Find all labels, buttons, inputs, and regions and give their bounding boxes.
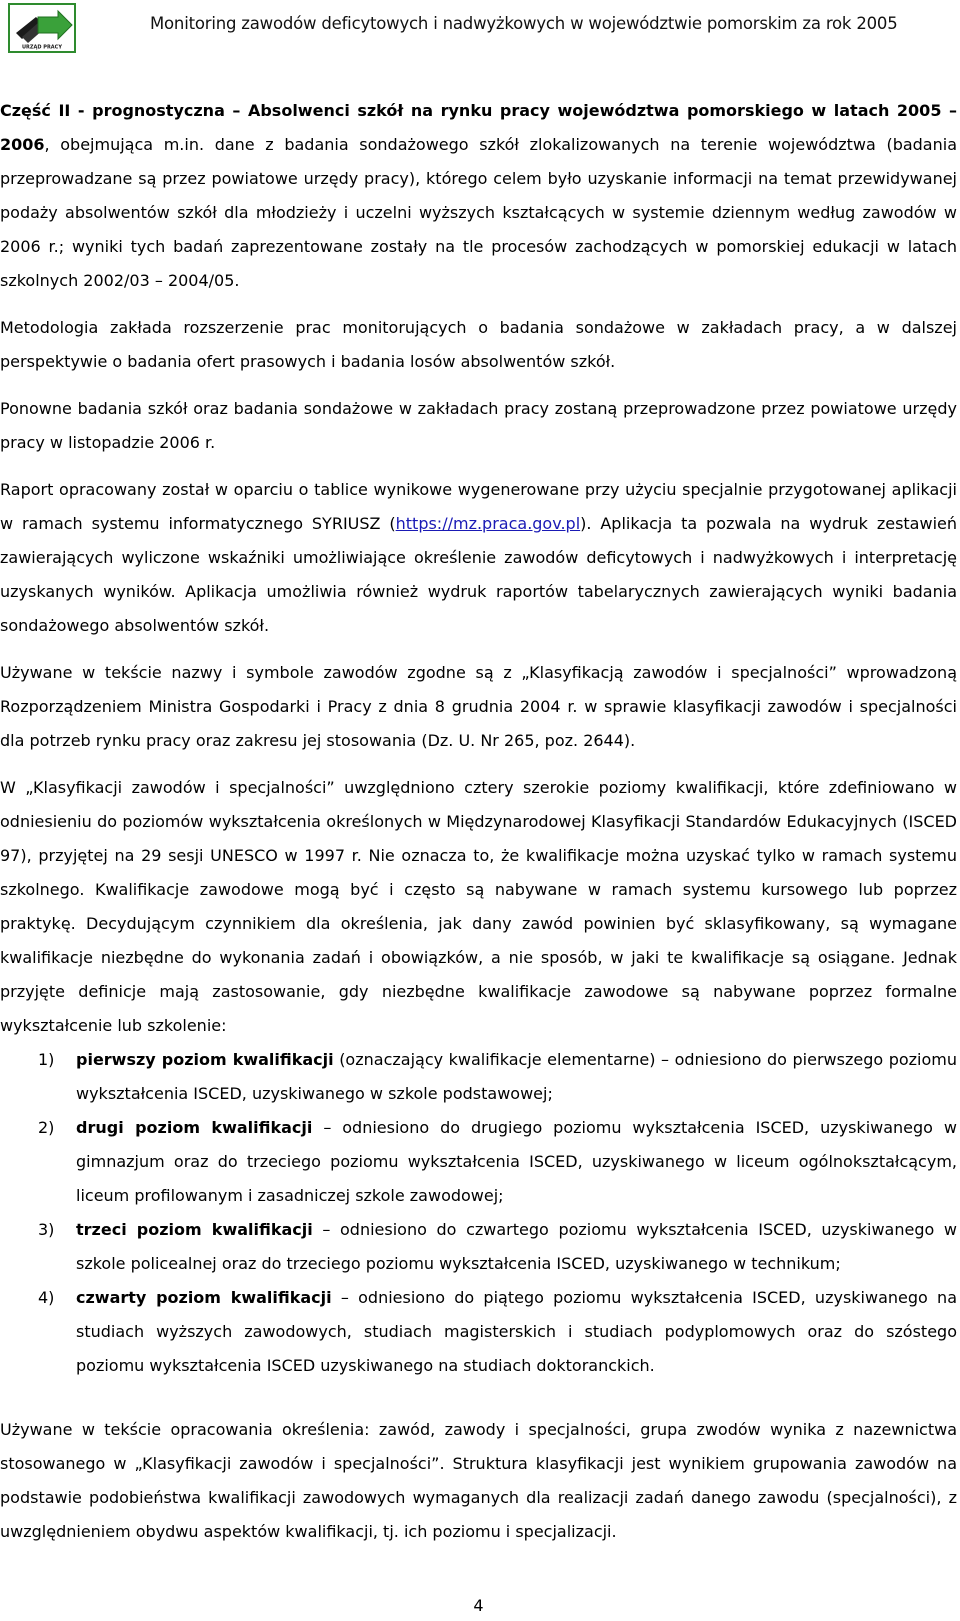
list-item-text: (oznaczający kwalifikacje elementarne) – odniesiono do pierwszego poziomu wykształcenia ISCED, uzyskiwanego w szkole podstawowej; — [76, 1050, 957, 1103]
list-item-title: pierwszy poziom kwalifikacji — [76, 1050, 334, 1069]
paragraph-text: Raport opracowany został w oparciu o tablice wynikowe wygenerowane przy użyciu specjalnie przygotowanej aplikacji w ramach systemu informatycznego SYRIUSZ ( — [0, 480, 957, 533]
list-item — [0, 1281, 957, 1383]
section-title: Część II - prognostyczna – Absolwenci szkół na rynku pracy województwa pomorskiego w latach 2005 – 2006 — [0, 101, 957, 154]
list-number: 3) — [38, 1220, 55, 1239]
paragraph-repeat-survey: Ponowne badania szkół oraz badania sondażowe w zakładach pracy zostaną przeprowadzone przez powiatowe urzędy pracy w listopadzie 2006 r. — [0, 399, 957, 452]
paragraph-terminology: Używane w tekście opracowania określenia: zawód, zawody i specjalności, grupa zwodów wynika z nazewnictwa stosowanego w „Klasyfikacji zawodów i specjalności”. Struktura klasyfikacji jest wynikiem grupowania zawodów na podstawie podobieństwa kwalifikacji zawodowych wymaganych dla realizacji zadań danego zawodu (specjalności), z uwzględnieniem obydwu aspektów kwalifikacji, tj. ich poziomu i specjalizacji. — [0, 1420, 957, 1541]
svg-text:URZĄD PRACY: URZĄD PRACY — [22, 44, 62, 51]
list-item-text: – odniesiono do czwartego poziomu wykształcenia ISCED, uzyskiwanego w szkole policealnej oraz do trzeciego poziomu wykształcenia ISCED, uzyskiwanego w technikum; — [76, 1220, 958, 1273]
list-item-title: czwarty poziom kwalifikacji — [76, 1288, 332, 1307]
qualification-levels-list — [0, 1043, 957, 1383]
list-item — [0, 1213, 957, 1281]
list-item-text: – odniesiono do drugiego poziomu wykształcenia ISCED, uzyskiwanego w gimnazjum oraz do trzeciego poziomu wykształcenia ISCED, uzyskiwanego w liceum ogólnokształcącym, liceum profilowanym i zasadniczej szkole zawodowej; — [76, 1118, 957, 1205]
list-item — [0, 1043, 957, 1111]
list-item-title: drugi poziom kwalifikacji — [76, 1118, 313, 1137]
document-body — [0, 94, 957, 1562]
paragraph-classification-names: Używane w tekście nazwy i symbole zawodów zgodne są z „Klasyfikacją zawodów i specjalności” wprowadzoną Rozporządzeniem Ministra Gospodarki i Pracy z dnia 8 grudnia 2004 r. w sprawie klasyfikacji zawodów i specjalności dla potrzeb rynku pracy oraz zakresu jej stosowania (Dz. U. Nr 265, poz. 2644). — [0, 663, 957, 750]
list-number: 2) — [38, 1118, 55, 1137]
list-item-title: trzeci poziom kwalifikacji — [76, 1220, 313, 1239]
paragraph-part-two — [0, 94, 957, 298]
page-header — [0, 0, 960, 60]
list-item — [0, 1111, 957, 1213]
paragraph-methodology: Metodologia zakłada rozszerzenie prac monitorujących o badania sondażowe w zakładach pracy, a w dalszej perspektywie o badania ofert prasowych i badania losów absolwentów szkół. — [0, 318, 957, 371]
list-number: 4) — [38, 1288, 55, 1307]
paragraph-report — [0, 473, 957, 643]
paragraph-text: ). Aplikacja ta pozwala na wydruk zestawień zawierających wyliczone wskaźniki umożliwiające określenie zawodów deficytowych i nadwyżkowych i interpretację uzyskanych wyników. Aplikacja umożliwia również wydruk raportów tabelarycznych zawierających wyniki badania sondażowego absolwentów szkół. — [0, 514, 958, 635]
paragraph-text-bold-end: ; wyniki tych badań zaprezentowane zostały na tle procesów zachodzących w pomorskiej edukacji w latach szkolnych 2002/03 – 2004/05. — [0, 237, 958, 290]
list-item-text: – odniesiono do piątego poziomu wykształcenia ISCED, uzyskiwanego na studiach wyższych zawodowych, studiach magisterskich i studiach podyplomowych oraz do szóstego poziomu wykształcenia ISCED uzyskiwanego na studiach doktoranckich. — [76, 1288, 957, 1375]
paragraph-qualification-levels: W „Klasyfikacji zawodów i specjalności” uwzględniono cztery szerokie poziomy kwalifikacji, które zdefiniowano w odniesieniu do poziomów wykształcenia określonych w Międzynarodowej Klasyfikacji Standardów Edukacyjnych (ISCED 97), przyjętej na 29 sesji UNESCO w 1997 r. Nie oznacza to, że kwalifikacje można uzyskać tylko w ramach systemu szkolnego. Kwalifikacje zawodowe mogą być i często są nabywane w ramach systemu kursowego lub poprzez praktykę. Decydującym czynnikiem dla określenia, jak dany zawód powinien być sklasyfikowany, są wymagane kwalifikacje niezbędne do wykonania zadań i obowiązków, a nie sposób, w jaki te kwalifikacje są osiągane. Jednak przyjęte definicje mają zastosowanie, gdy niezbędne kwalifikacje zawodowe są nabywane poprzez formalne wykształcenie lub szkolenie: — [0, 778, 957, 1035]
page-number: 4 — [473, 1596, 484, 1615]
syriusz-link[interactable]: https://mz.praca.gov.pl — [395, 514, 581, 533]
urzad-pracy-logo — [8, 3, 76, 53]
list-number: 1) — [38, 1050, 55, 1069]
paragraph-text: , obejmująca m.in. dane z badania sondażowego szkół zlokalizowanych na terenie województwa (badania przeprowadzane są przez powiatowe urzędy pracy), którego celem było uzyskanie informacji na temat przewidywanej podaży absolwentów szkół dla młodzieży i uczelni wyższych kształcących w systemie dziennym według zawodów w 2006 r. — [0, 135, 957, 256]
header-title: Monitoring zawodów deficytowych i nadwyżkowych w województwie pomorskim za rok 2005 — [150, 14, 898, 33]
